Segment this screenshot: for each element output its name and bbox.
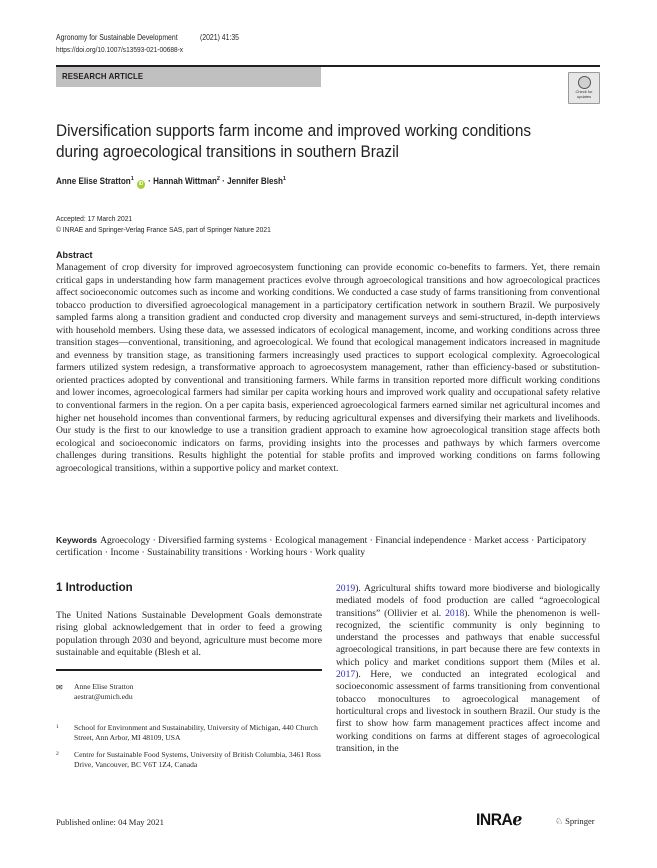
author-affil-marker: 2 [216,176,220,182]
published-date: Published online: 04 May 2021 [56,817,164,827]
author-name[interactable]: Jennifer Blesh [227,176,283,186]
abstract-heading: Abstract [56,250,93,260]
author-affil-marker: 1 [130,176,134,182]
doi-link[interactable]: https://doi.org/10.1007/s13593-021-00688-x [56,45,184,54]
section-heading-introduction: 1 Introduction [56,582,133,594]
copyright-notice: © INRAE and Springer-Verlag France SAS, part of Springer Nature 2021 [56,225,271,234]
journal-volume: (2021) 41:35 [199,33,240,42]
abstract-body: Management of crop diversity for improved agroecosystem functioning can provide economic co-benefits to farmers. Yet, there remain critical gaps in understanding how farm management practices evolve through agroecological transitions and how agroecological practices affect socioeconomic outcomes such as income and working conditions. We conducted a case study of farms transitioning from conventional tobacco production to diversified agroecological management in a participatory certification network in southern Brazil. We purposively sampled farms along a transition gradient and conducted crop diversity and management surveys and semi-structured, in-depth interviews with household members. Using these data, we assessed indicators of ecological management, income, and working conditions across three transition stages—conventional, transitioning, and agroecological. We found that ecological management indicators increased in magnitude and evenness by transition stage, as transitioning farmers increasingly used practices to support ecological complexity. Agroecological farmers utilized system redesign, a transformative approach to agroecosystem management, rather than efficiency-based or substitution-oriented practices adopted by conventional and transitioning farmers. While farms in transition reported more difficult working conditions and lower incomes, agroecological farmers had similar per capita working hours and improved work quality and occupational safety relative to conventional farmers in the region. On a per capita basis, experienced agroecological farmers earned similar net agricultural incomes and higher net household incomes than conventional farmers, by reducing agricultural expenses and diversifying their markets and livelihoods. Our study is the first to our knowledge to use a transition gradient approach to examine how agroecological transition stage affects both ecological and socioeconomic indicators on farms, providing insights into the processes and pathways by which farmers overcome challenges during transitions. Results highlight the potential for stable profits and improved working conditions on farms following agroecological transitions, within a supportive policy and market context. [56,262,600,474]
springer-logo [555,816,595,827]
affiliation-number: 1 [56,724,59,730]
check-updates-icon [578,76,591,89]
keywords-list: Agroecology · Diversified farming systems · Ecological management · Financial independence · Market access · Participatory certification · Income · Sustainability transitions · Working hours · Work quality [56,535,587,559]
springer-horse-icon: ♘ [555,816,564,826]
affiliation-number: 2 [56,751,59,757]
intro-right-column [336,583,600,755]
affiliation-text: School for Environment and Sustainability, University of Michigan, 440 Church Street, Ann Arbor, MI 48109, USA [74,723,318,742]
intro-left-column: The United Nations Sustainable Development Goals demonstrate rising global acknowledgement that in order to feed a growing population through 2030 and beyond, agriculture must become more sustainable and equitable (Blesh et al. [56,610,322,658]
springer-label: Springer [565,816,595,826]
citation-link[interactable]: 2017 [336,669,356,681]
author-name[interactable]: Anne Elise Stratton [56,176,131,186]
envelope-icon: ✉ [56,683,63,692]
body-text: ). Agricultural shifts toward more biodiverse and biologically mediated models of food production are called “agroecological transitions” (Ollivier et al. [336,583,600,619]
paper-title: Diversification supports farm income and improved working conditions during agroecological transitions in southern Brazil [56,122,532,161]
body-text: ). While the phenomenon is well-recognized, the scientific community is only beginning to understand the processes and pathways that enable successful agroecological transitions, in part because there are few contexts in which policy and market conditions support them (Miles et al. [336,607,600,668]
affiliation-text: Centre for Sustainable Food Systems, University of British Columbia, 3461 Ross Drive, Vancouver, BC V6T 1Z4, Canada [74,750,321,769]
author-name[interactable]: Hannah Wittman [153,176,217,186]
keywords-label: Keywords [56,535,98,545]
author-list [56,176,286,189]
accepted-date: Accepted: 17 March 2021 [56,214,133,223]
footnote-rule [56,669,322,671]
journal-name: Agronomy for Sustainable Development [56,33,178,42]
check-updates-label: Check for updates [575,89,593,99]
author-separator: · [145,176,154,186]
citation-link[interactable]: 2019 [336,583,356,594]
corresponding-author-email[interactable]: aestrat@umich.edu [74,692,133,701]
keywords [56,534,600,560]
author-separator: · [219,176,228,186]
citation-link[interactable]: 2018 [445,607,465,619]
journal-header [56,33,239,42]
article-type-bar [56,67,321,87]
corresponding-author-name: Anne Elise Stratton [74,682,134,691]
orcid-icon[interactable]: iD [138,181,144,187]
body-text: ). Here, we conducted an integrated ecological and socioeconomic assessment of farms transitioning from conventional tobacco monocultures to agroecological management of horticultural crops and livestock in southern Brazil. Our study is the first to show how farm management practices affect income and working conditions on farms at different stages of agroecological transition, in the [336,669,600,754]
check-for-updates-button[interactable] [568,72,600,104]
article-type-label: RESEARCH ARTICLE [62,71,144,81]
author-affil-marker: 1 [282,176,286,182]
inrae-logo: INRAℯ [476,810,522,829]
